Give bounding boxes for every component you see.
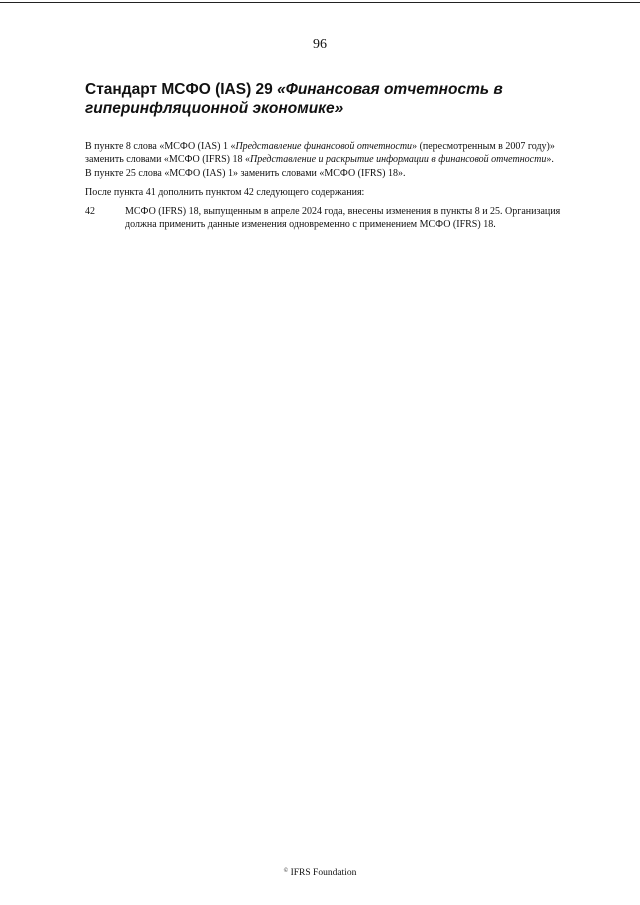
p1-text-c: » (пересмотренным в 2007 году)» заменить словами «МСФО (IFRS) 18 « xyxy=(85,141,555,165)
amendment-paragraph-25: В пункте 25 слова «МСФО (IAS) 1» заменить словами «МСФО (IFRS) 18». xyxy=(85,168,406,179)
copyright-footer xyxy=(0,868,640,878)
p1-text-d: Представление и раскрытие информации в финансовой отчетности xyxy=(250,153,547,165)
top-rule xyxy=(0,2,640,3)
footer-text: IFRS Foundation xyxy=(288,868,357,878)
p1-text-b: Представление финансовой отчетности xyxy=(235,141,413,152)
p1-text-e: ». xyxy=(546,153,554,165)
title-standard-name: Стандарт МСФО (IAS) 29 xyxy=(85,81,278,98)
paragraph-number: 42 xyxy=(85,206,95,217)
page-number: 96 xyxy=(313,37,327,52)
amendment-intro-paragraph-42: После пункта 41 дополнить пунктом 42 следующего содержания: xyxy=(85,187,365,198)
title-standard-subject: «Финансовая отчетность в гиперинфляционной экономике» xyxy=(85,81,503,117)
amendment-paragraph-8 xyxy=(85,141,575,166)
standard-title xyxy=(85,80,555,118)
copyright-symbol: © xyxy=(283,868,289,874)
p1-text-a: В пункте 8 слова «МСФО (IAS) 1 « xyxy=(85,141,236,152)
paragraph-42-text: МСФО (IFRS) 18, выпущенным в апреле 2024 года, внесены изменения в пункты 8 и 25. Организация должна применить данные изменения одновременно с применением МСФО (IFRS) 18. xyxy=(125,206,561,230)
